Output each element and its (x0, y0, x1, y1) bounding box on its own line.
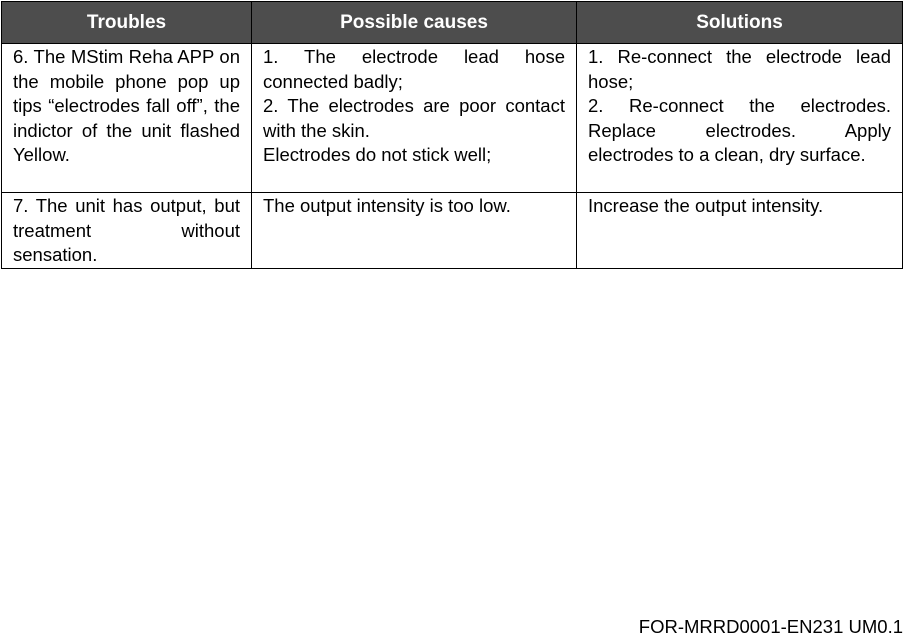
trouble-text: 7. The unit has output, but treatment without sensation. (13, 195, 240, 266)
table-row (2, 44, 903, 193)
header-solutions: Solutions (577, 2, 903, 44)
causes-cell (252, 193, 577, 269)
cause-item: Electrodes do not stick well; (263, 144, 492, 166)
header-possible-causes: Possible causes (252, 2, 577, 44)
troubleshooting-table (1, 1, 903, 269)
table-row (2, 193, 903, 269)
cause-item: 2. The electrodes are poor contact with the skin. (263, 95, 565, 141)
header-troubles: Troubles (2, 2, 252, 44)
solution-item: 1. Re-connect the electrode lead hose; (588, 46, 891, 92)
solutions-cell (577, 44, 903, 193)
document-code: FOR-MRRD0001-EN231 UM0.1 (638, 616, 903, 637)
trouble-cell (2, 193, 252, 269)
solution-item: Increase the output intensity. (588, 195, 824, 216)
cause-item: The output intensity is too low. (263, 195, 511, 216)
trouble-text: 6. The MStim Reha APP on the mobile phone pop up tips “electrodes fall off”, the indictor of the unit flashed Yellow. (13, 46, 240, 166)
trouble-cell (2, 44, 252, 193)
cause-item: 1. The electrode lead hose connected badly; (263, 46, 565, 92)
solution-item: 2. Re-connect the electrodes. Replace electrodes. Apply electrodes to a clean, dry surface. (588, 95, 891, 166)
table-header-row (2, 2, 903, 44)
solutions-cell (577, 193, 903, 269)
causes-cell (252, 44, 577, 193)
